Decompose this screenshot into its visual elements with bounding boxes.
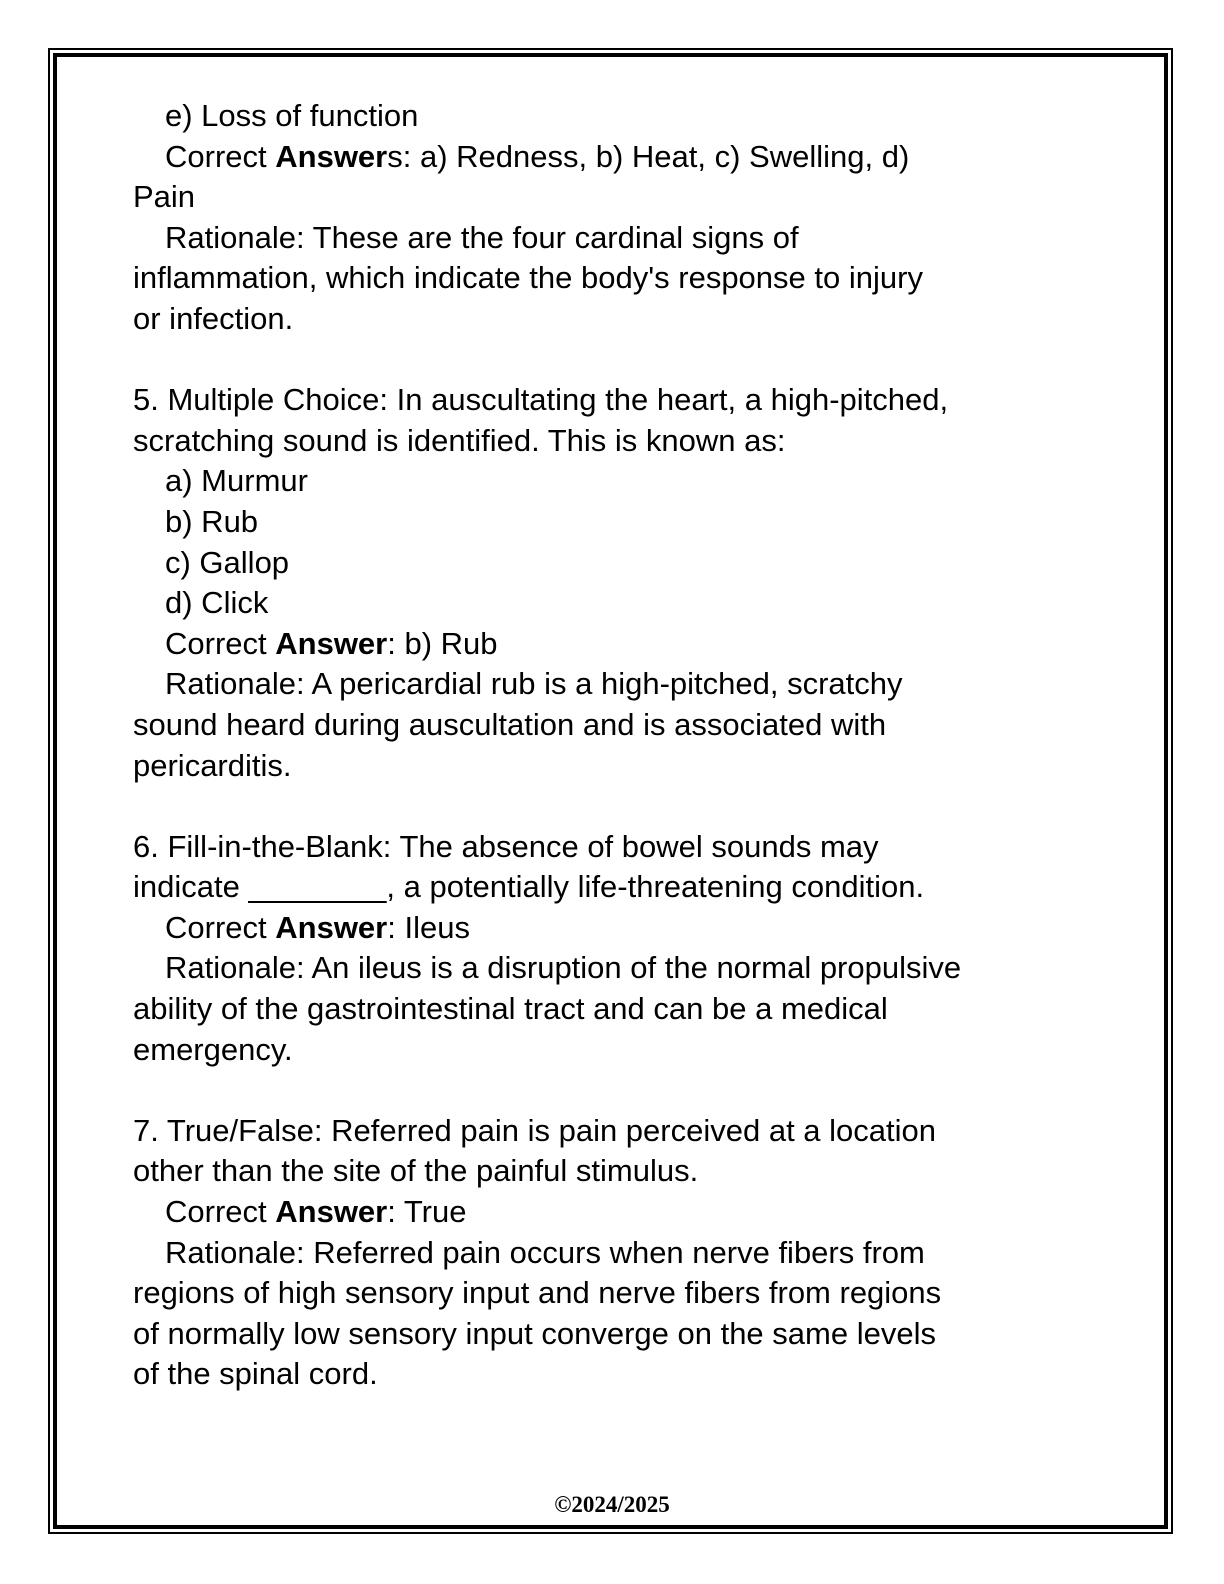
text-segment: : Ileus	[387, 909, 470, 945]
text-segment: or infection.	[133, 300, 294, 336]
text-line	[133, 299, 1103, 340]
text-line	[133, 705, 1103, 746]
blank-line	[133, 786, 1103, 827]
bold-text-segment: Answer	[275, 909, 388, 945]
bold-text-segment: Answer	[275, 1194, 388, 1230]
text-line	[133, 624, 1103, 665]
text-line	[133, 137, 1103, 178]
text-line	[133, 96, 1103, 137]
text-segment: Rationale: An ileus is a disruption of the normal propulsive	[165, 950, 962, 986]
text-segment: emergency.	[133, 1031, 293, 1067]
bold-text-segment: Answer	[275, 138, 388, 174]
text-line	[133, 258, 1103, 299]
text-segment: sound heard during auscultation and is associated with	[133, 706, 887, 742]
text-line	[133, 1030, 1103, 1071]
text-segment: e) Loss of function	[165, 98, 419, 133]
text-segment: 7. True/False: Referred pain is pain perceived at a location	[133, 1112, 937, 1148]
blank-line	[133, 340, 1103, 381]
text-line	[133, 380, 1103, 421]
text-segment: pericarditis.	[133, 747, 292, 783]
text-segment: other than the site of the painful stimulus.	[133, 1153, 699, 1189]
text-segment: 5. Multiple Choice: In auscultating the heart, a high-pitched,	[133, 382, 949, 418]
text-line	[133, 1192, 1103, 1233]
bold-text-segment: Answer	[275, 625, 388, 661]
text-line	[133, 664, 1103, 705]
text-segment: ability of the gastrointestinal tract and can be a medical	[133, 991, 888, 1027]
text-line	[133, 218, 1103, 259]
text-line	[133, 948, 1103, 989]
text-line	[133, 543, 1103, 584]
text-line	[133, 1273, 1103, 1314]
text-line	[133, 1111, 1103, 1152]
text-segment: Correct	[165, 138, 276, 174]
text-line	[133, 908, 1103, 949]
text-segment: b) Rub	[165, 503, 259, 539]
text-segment: Correct	[165, 625, 276, 661]
text-segment: d) Click	[165, 585, 269, 621]
text-segment: scratching sound is identified. This is known as:	[133, 422, 786, 458]
text-segment: s: a) Redness, b) Heat, c) Swelling, d)	[387, 138, 910, 174]
text-line	[133, 177, 1103, 218]
text-segment: Pain	[133, 179, 196, 215]
text-line	[133, 1233, 1103, 1274]
text-line	[133, 461, 1103, 502]
text-segment: of normally low sensory input converge on the same levels	[133, 1315, 936, 1351]
text-segment: Correct	[165, 909, 276, 945]
text-segment: Rationale: A pericardial rub is a high-pitched, scratchy	[165, 666, 903, 702]
text-line	[133, 1151, 1103, 1192]
page-footer: ©2024/2025	[554, 1492, 670, 1517]
text-line	[133, 989, 1103, 1030]
text-segment: a) Murmur	[165, 463, 308, 499]
text-line	[133, 1354, 1103, 1395]
document-text	[133, 96, 1103, 1395]
text-segment: : b) Rub	[387, 625, 498, 661]
text-line	[133, 827, 1103, 868]
text-line	[133, 867, 1103, 908]
text-segment: Correct	[165, 1194, 276, 1230]
text-line	[133, 502, 1103, 543]
text-segment: of the spinal cord.	[133, 1356, 378, 1392]
text-segment: : True	[387, 1194, 467, 1230]
text-line	[133, 583, 1103, 624]
text-line	[133, 421, 1103, 462]
blank-line	[133, 1070, 1103, 1111]
text-segment: c) Gallop	[165, 544, 290, 580]
text-segment: indicate ________, a potentially life-threatening condition.	[133, 869, 925, 905]
text-segment: 6. Fill-in-the-Blank: The absence of bowel sounds may	[133, 828, 879, 864]
text-segment: Rationale: Referred pain occurs when nerve fibers from	[165, 1234, 925, 1270]
text-line	[133, 746, 1103, 787]
text-segment: inflammation, which indicate the body's response to injury	[133, 260, 923, 296]
text-line	[133, 1314, 1103, 1355]
text-segment: regions of high sensory input and nerve fibers from regions	[133, 1275, 942, 1311]
text-segment: Rationale: These are the four cardinal signs of	[165, 219, 799, 255]
